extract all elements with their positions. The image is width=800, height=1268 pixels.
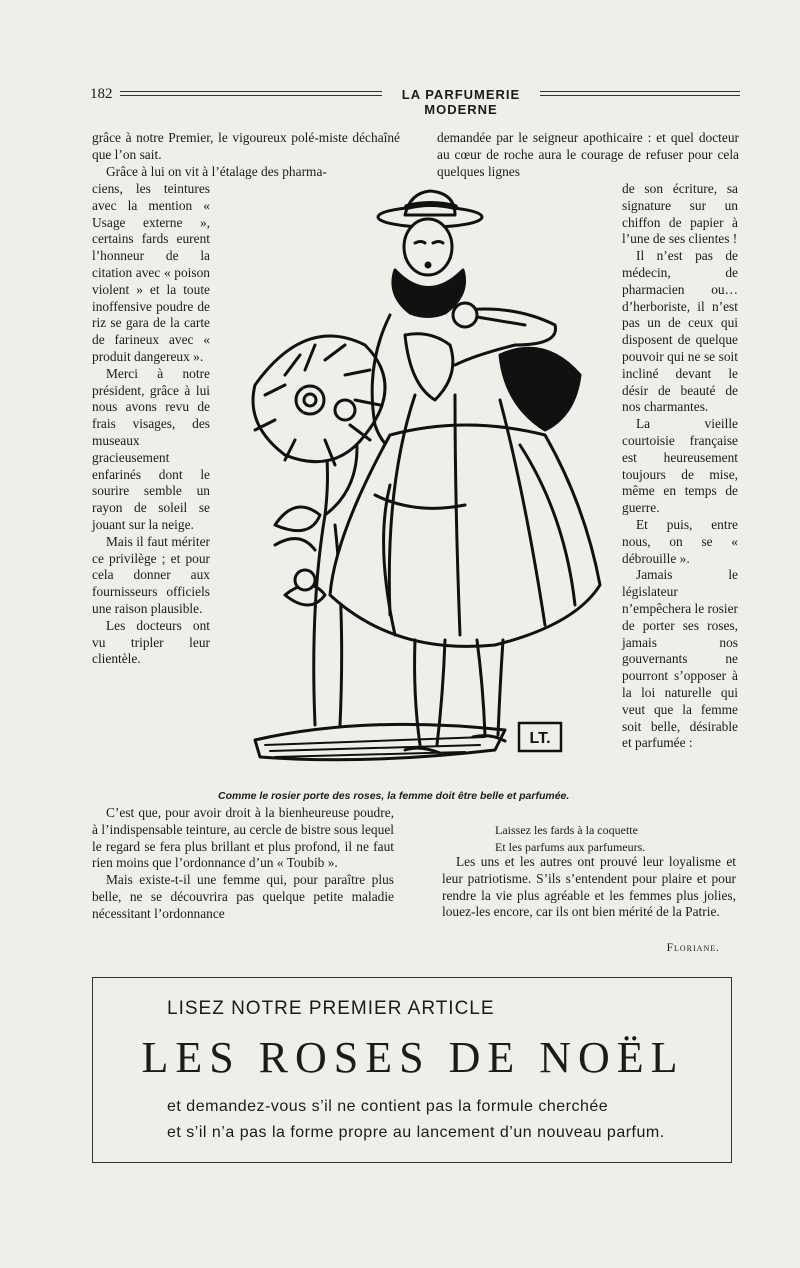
ad-text-line: et s’il n’a pas la forme propre au lancement d’un nouveau parfum. <box>167 1124 665 1141</box>
paragraph: Les docteurs ont vu tripler leur clientèle. <box>92 617 210 667</box>
paragraph: C’est que, pour avoir droit à la bienheureuse poudre, à l’indispensable teinture, au cercle de bistre sous lequel le regard se fera plus brillant et plus profond, il ne faut rien moins que l’ordonnance d’un « Toubib ». <box>92 805 394 871</box>
paragraph: Merci à notre président, grâce à lui nous avons revu de frais visages, des museaux gracieusement enfarinés dont le sourire semble un rayon de soleil se jouant sur la neige. <box>92 365 210 532</box>
journal-title: LA PARFUMERIE MODERNE <box>401 87 521 117</box>
ad-headline: LES ROSES DE NOËL <box>141 1033 685 1082</box>
paragraph: demandée par le seigneur apothicaire : et quel docteur au cœur de roche aura le courage de refuser pour cela quelques lignes <box>437 130 739 179</box>
paragraph: Les uns et les autres ont prouvé leur loyalisme et leur patriotisme. S’ils s’entendent pour plaire et pour rendre la vie plus agréable et les femmes plus jolies, louez-les encore, car ils ont bien mérité de la Patrie. <box>442 854 736 920</box>
header-rule-left <box>120 91 382 96</box>
header-rule-right <box>540 91 740 96</box>
author-signature: Floriane. <box>666 942 720 954</box>
paragraph: Il n’est pas de médecin, de pharmacien ou… d’herboriste, il n’est pas un de ceux qui disposent de quelque pouvoir qui ne se soit incliné devant le désir de beauté de nos charmantes. <box>622 248 738 415</box>
right-column-top <box>437 130 739 180</box>
paragraph: La vieille courtoisie française est heureusement toujours de mise, même en temps de guerre. <box>622 416 738 516</box>
paragraph: Mais il faut mériter ce privilège ; et pour cela donner aux fournisseurs officiels une raison plausible. <box>92 533 210 616</box>
paragraph: de son écriture, sa signature sur un chiffon de papier à l’une de ses clientes ! <box>622 181 738 247</box>
illustration-caption: Comme le rosier porte des roses, la femme doit être belle et parfumée. <box>218 790 570 802</box>
page-header <box>90 86 740 117</box>
paragraph: Grâce à lui on vit à l’étalage des pharma- <box>106 163 327 179</box>
verse-quote <box>495 822 645 856</box>
paragraph: ciens, les teintures avec la mention « Usage externe », certains fards eurent l’honneur de la citation avec « poison violent » et la toute inoffensive poudre de riz se gara de la carte de farineux avec « produit dangereux ». <box>92 181 210 364</box>
verse-line: Laissez les fards à la coquette <box>495 823 638 837</box>
left-column-narrow <box>92 181 210 668</box>
artist-monogram: LT. <box>529 730 551 747</box>
right-column-bottom <box>442 854 736 921</box>
verse-line: Et les parfums aux parfumeurs. <box>495 840 646 854</box>
page-number: 182 <box>90 86 113 102</box>
ad-text-line: et demandez-vous s’il ne contient pas la formule cherchée <box>167 1098 609 1115</box>
left-column-bottom <box>92 805 394 923</box>
ad-intro: LISEZ NOTRE PREMIER ARTICLE <box>167 998 495 1019</box>
left-column-top <box>92 130 400 180</box>
paragraph: Mais existe-t-il une femme qui, pour paraître plus belle, ne se découvrira pas quelque petite maladie nécessitant l’ordonnance <box>92 872 394 921</box>
woman-with-rose-bush-illustration <box>215 185 615 785</box>
right-column-narrow <box>622 181 738 752</box>
paragraph: grâce à notre Premier, le vigoureux polé-miste déchaîné que l’on sait. <box>92 130 400 162</box>
advertisement-box <box>92 977 732 1163</box>
paragraph: Jamais le législateur n’empêchera le rosier de porter ses roses, jamais nos gouvernants ne pourront s’opposer à la loi naturelle qui veut que la femme soit belle, désirable et parfumée : <box>622 567 738 751</box>
paragraph: Et puis, entre nous, on se « débrouille ». <box>622 516 738 566</box>
